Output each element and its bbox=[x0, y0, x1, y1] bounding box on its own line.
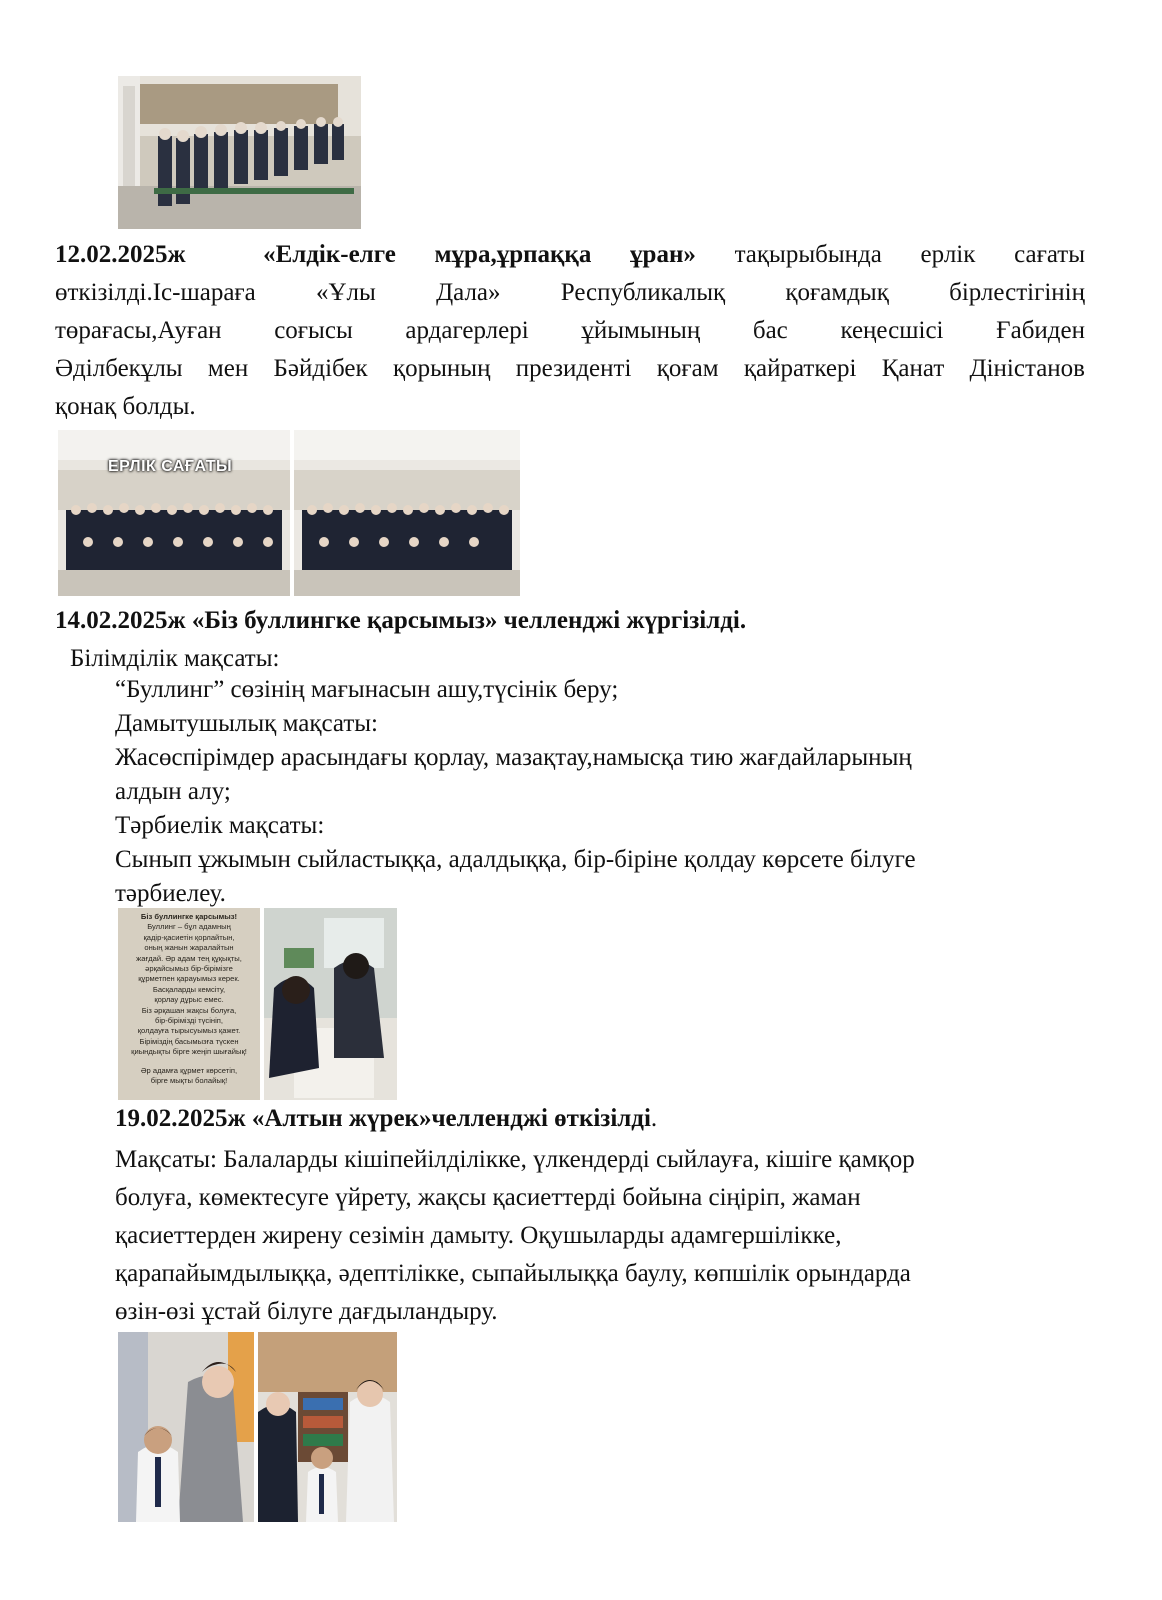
section1-line5: қонақ болды. bbox=[55, 393, 196, 420]
section2-line7: Сынып ұжымын сыйластыққа, адалдыққа, бір-біріне қолдау көрсете білуге bbox=[115, 846, 916, 873]
section3-line4: қарапайымдылыққа, әдептілікке, сыпайылыққа баулу, көпшілік орындарда bbox=[115, 1260, 911, 1287]
section3-heading-text: 19.02.2025ж «Алтын жүрек»челленджі өткізілді bbox=[115, 1105, 651, 1132]
poster-line: Әр адамға құрмет көрсетіп, bbox=[140, 1065, 238, 1075]
section2-line6: Тәрбиелік мақсаты: bbox=[115, 812, 325, 839]
poster-line: жағдай. Әр адам тең құқықты, bbox=[136, 953, 242, 963]
poster-line: бір-бірімізді түсініп, bbox=[154, 1016, 224, 1026]
poster-line: оның жанын жаралайтын bbox=[144, 943, 234, 953]
section1-line1-rest: тақырыбында ерлік сағаты bbox=[734, 241, 1086, 268]
poster-line: қорлау дұрыс емес. bbox=[154, 995, 224, 1005]
photo-teacher-student bbox=[118, 1332, 254, 1522]
section1-line3: төрағасы,Ауған соғысы ардагерлері ұйымының бас кеңесшісі Ғабиден bbox=[55, 317, 1085, 344]
section1-title: «Елдік-елге мұра,ұрпаққа ұран» bbox=[263, 241, 696, 268]
section1-line4: Әділбекұлы мен Бәйдібек қорының президенті қоғам қайраткері Қанат Дiнiстанов bbox=[55, 355, 1085, 382]
section1-date: 12.02.2025ж bbox=[55, 241, 186, 268]
section3-body bbox=[115, 1141, 1055, 1331]
poster-line: қадір-қасиетін қорлайтын, bbox=[143, 932, 235, 942]
section2-heading: 14.02.2025ж «Біз буллингке қарсымыз» челленджі жүргізілді. bbox=[55, 607, 747, 634]
photo-teachers-student bbox=[258, 1332, 397, 1522]
photo-assembly-hall bbox=[118, 76, 361, 229]
section2-line1: Білімділік мақсаты: bbox=[70, 645, 280, 672]
poster-text bbox=[122, 912, 256, 1087]
photo-group-erlik-sagaty bbox=[58, 430, 290, 596]
photo-caption-erlik-sagaty: ЕРЛІК САҒАТЫ bbox=[108, 458, 233, 475]
poster-line: Буллинг – бұл адамның bbox=[147, 922, 231, 932]
section3-line2: болуға, көмектесуге үйрету, жақсы қасиеттерді бойына сіңіріп, жаман bbox=[115, 1184, 861, 1211]
section1-paragraph bbox=[55, 236, 1085, 426]
poster-line: Біз әрқашан жақсы болуға, bbox=[141, 1005, 237, 1015]
section3-line5: өзін-өзі ұстай білуге дағдыландыру. bbox=[115, 1298, 498, 1325]
section3-line3: қасиеттерден жирену сезімін дамыту. Оқушыларды адамгершілікке, bbox=[115, 1222, 842, 1249]
section3-heading bbox=[115, 1100, 657, 1138]
photo-classroom bbox=[264, 908, 397, 1100]
section1-line1 bbox=[55, 236, 1085, 274]
section1-line2: өткізілді.Іс-шараға «Ұлы Дала» Республикалық қоғамдық бірлестігінің bbox=[55, 279, 1085, 306]
section3-heading-dot: . bbox=[650, 1105, 658, 1132]
poster-line: бірге мықты болайық! bbox=[150, 1076, 228, 1086]
section3-line1: Мақсаты: Балаларды кішіпейілділікке, үлкендерді сыйлауға, кішіге қамқор bbox=[115, 1146, 915, 1173]
poster-line: әрқайсымыз бір-бірімізге bbox=[145, 964, 233, 974]
section2-line2: “Буллинг” сөзінің мағынасын ашу,түсінік беру; bbox=[115, 676, 619, 703]
poster-line: Басқаларды кемсіту, bbox=[152, 984, 226, 994]
section2-line8: тәрбиелеу. bbox=[115, 880, 226, 907]
poster-line: құрметпен қарауымыз керек. bbox=[138, 974, 240, 984]
photo-group-2 bbox=[294, 430, 520, 596]
section2-line4: Жасөспірімдер арасындағы қорлау, мазақтау,намысқа тию жағдайларының bbox=[115, 744, 912, 771]
poster-line: қолдауға тырысуымыз қажет. bbox=[137, 1026, 241, 1036]
section2-body bbox=[115, 673, 1055, 911]
poster-line: Біріміздің басымызға түскен bbox=[139, 1036, 239, 1046]
poster-line: қиындықты бірге жеңіп шығайық! bbox=[131, 1047, 247, 1057]
section2-line5: алдын алу; bbox=[115, 778, 231, 805]
photo-anti-bullying-poster bbox=[118, 908, 260, 1100]
poster-line: Біз буллингке қарсымыз! bbox=[140, 912, 238, 921]
section2-line3: Дамытушылық мақсаты: bbox=[115, 710, 378, 737]
